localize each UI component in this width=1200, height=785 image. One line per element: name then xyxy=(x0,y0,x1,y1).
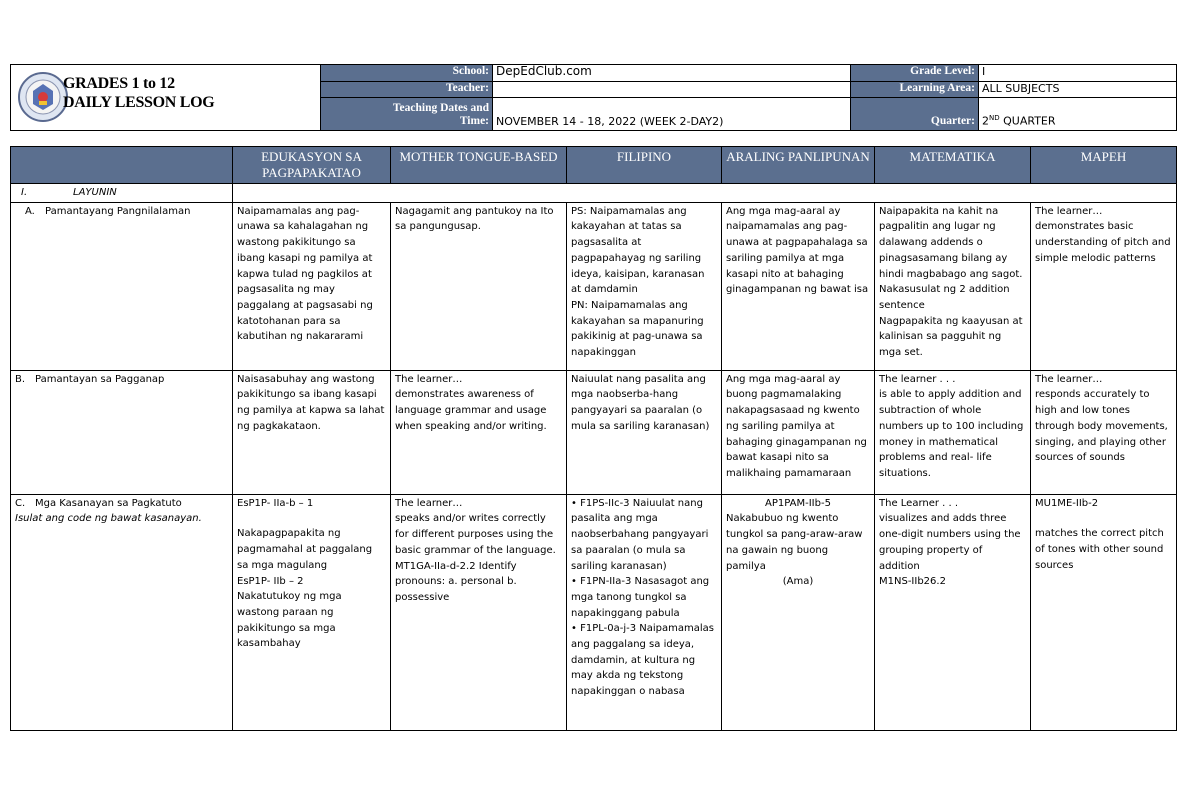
row-number-c: C. xyxy=(15,497,26,509)
teaching-dates-label xyxy=(321,98,493,131)
cell-c-filipino-3: • F1PL-0a-j-3 Naipamamalas ang paggalang sa ideya, damdamin, at kultura ng may akda ng tekstong napakinggan o nabasa xyxy=(571,623,714,698)
lesson-log-table xyxy=(10,146,1177,731)
row-number-b: B. xyxy=(15,373,26,385)
section-number-i: I. xyxy=(21,187,28,198)
cell-c-filipino-2: • F1PN-IIa-3 Nasasagot ang mga tanong tungkol sa napakinggang pabula xyxy=(571,576,710,619)
row-label-c-sub: Isulat ang code ng bawat kasanayan. xyxy=(15,513,202,525)
cell-c-math-1: The Learner . . . xyxy=(879,497,959,509)
quarter-number: 2 xyxy=(982,115,989,128)
cell-b-math-2: is able to apply addition and subtraction of whole numbers up to 100 including money in mathematical problems and real- life situations. xyxy=(879,389,1024,479)
teaching-dates-value: NOVEMBER 14 - 18, 2022 (WEEK 2-DAY2) xyxy=(493,98,851,131)
cell-a-esp: Naipamamalas ang pag-unawa sa kahalagahan ng wastong pakikitungo sa ibang kasapi ng pamilya at kapwa tulad ng pagkilos at pagsasalita ng may paggalang at pagsasabi ng katotohanan para sa kabutihan ng nakararami xyxy=(233,202,391,370)
cell-c-mtb xyxy=(391,494,567,730)
deped-seal-icon xyxy=(17,71,69,123)
cell-a-matematika xyxy=(875,202,1031,370)
col-header-matematika: MATEMATIKA xyxy=(875,147,1031,184)
cell-c-esp xyxy=(233,494,391,730)
cell-a-mapeh: The learner… demonstrates basic understanding of pitch and simple melodic patterns xyxy=(1031,202,1177,370)
row-number-a: A. xyxy=(25,205,35,217)
cell-a-filipino xyxy=(567,202,722,370)
cell-b-ap: Ang mga mag-aaral ay buong pagmamalaking nakapagsasaad ng kwento ng sariling pamilya at bahaging ginagampanan ng bawat kasapi nito sa malikhaing pamamaraan xyxy=(722,370,875,494)
cell-c-filipino-1: • F1PS-IIc-3 Naiuulat nang pasalita ang mga naobserbahang pangyayari sa paaralan (o mula sa sariling karanasan) xyxy=(571,497,709,572)
table-row-c xyxy=(11,494,1177,730)
cell-c-mapeh-text: matches the correct pitch of tones with other sound sources xyxy=(1035,528,1164,571)
cell-c-esp-code1: EsP1P- IIa-b – 1 xyxy=(237,497,314,509)
cell-b-mtb-1: The learner… xyxy=(395,373,463,385)
teacher-value xyxy=(493,82,851,98)
column-header-row xyxy=(11,147,1177,184)
cell-c-ap-sub: (Ama) xyxy=(782,576,814,588)
col-header-ap: ARALING PANLIPUNAN xyxy=(722,147,875,184)
cell-c-mtb-2: speaks and/or writes correctly for different purposes using the basic grammar of the language. MT1GA-IIa-d-2.2 Identify pronouns: a. personal b. possessive xyxy=(395,513,556,603)
cell-c-math-code: M1NS-IIb26.2 xyxy=(879,576,946,588)
quarter-suffix: ND xyxy=(989,114,1000,123)
cell-b-filipino: Naiuulat nang pasalita ang mga naobserba-hang pangyayari sa paaralan (o mula sa sariling karanasan) xyxy=(567,370,722,494)
col-header-mapeh: MAPEH xyxy=(1031,147,1177,184)
cell-c-matematika xyxy=(875,494,1031,730)
row-label-b xyxy=(11,370,233,494)
corner-header xyxy=(11,147,233,184)
cell-b-mapeh-2: responds accurately to high and low tones through body movements, singing, and playing other sources of sounds xyxy=(1035,389,1168,464)
quarter-value xyxy=(979,98,1177,131)
school-label: School: xyxy=(321,65,493,82)
cell-a-filipino-ps: PS: Naipamamalas ang kakayahan at tatas sa pagsasalita at pagpapahayag ng sariling ideya, kaisipan, karanasan at damdamin xyxy=(571,205,705,296)
section-row-blank xyxy=(233,184,1177,203)
cell-b-math-1: The learner . . . xyxy=(879,373,956,385)
page-title xyxy=(63,74,214,112)
quarter-label: Quarter: xyxy=(851,98,979,131)
cell-c-ap xyxy=(722,494,875,730)
cell-c-mtb-1: The learner… xyxy=(395,497,463,509)
row-text-b: Pamantayan sa Pagganap xyxy=(35,373,165,385)
grade-level-label: Grade Level: xyxy=(851,65,979,82)
row-label-a xyxy=(11,202,233,370)
section-row-layunin xyxy=(11,184,1177,203)
table-row-a xyxy=(11,202,1177,370)
grade-level-value: I xyxy=(979,65,1177,82)
cell-c-esp-text1: Nakapagpapakita ng pagmamahal at paggalang sa mga magulang xyxy=(237,528,373,571)
teacher-label: Teacher: xyxy=(321,82,493,98)
teaching-dates-label-line2: Time: xyxy=(459,115,489,127)
cell-a-filipino-pn: PN: Naipamamalas ang kakayahan sa mapanuring pakikinig at pag-unawa sa napakinggan xyxy=(571,299,704,359)
cell-b-mapeh xyxy=(1031,370,1177,494)
cell-b-matematika xyxy=(875,370,1031,494)
quarter-text: QUARTER xyxy=(999,115,1056,128)
cell-a-math-3: Nagpapakita ng kaayusan at kalinisan sa pagguhit ng mga set. xyxy=(879,315,1023,359)
col-header-esp: EDUKASYON SA PAGPAPAKATAO xyxy=(233,147,391,184)
header-table xyxy=(10,64,1177,131)
row-text-c: Mga Kasanayan sa Pagkatuto xyxy=(35,497,182,509)
cell-a-mtb: Nagagamit ang pantukoy na Ito sa pangungusap. xyxy=(391,202,567,370)
cell-c-math-2: visualizes and adds three one-digit numbers using the grouping property of addition xyxy=(879,513,1021,572)
col-header-filipino: FILIPINO xyxy=(567,147,722,184)
header-logo-cell xyxy=(11,65,321,131)
cell-a-ap: Ang mga mag-aaral ay naipamamalas ang pag-unawa at pagpapahalaga sa sariling pamilya at mga kasapi nito at bahaging ginagampanan ng bawat isa xyxy=(722,202,875,370)
cell-b-mapeh-1: The learner… xyxy=(1035,373,1103,385)
section-label-layunin xyxy=(11,184,233,203)
cell-c-mapeh xyxy=(1031,494,1177,730)
learning-area-label: Learning Area: xyxy=(851,82,979,98)
table-row-b xyxy=(11,370,1177,494)
section-text-layunin: LAYUNIN xyxy=(73,187,117,198)
school-value: DepEdClub.com xyxy=(493,65,851,82)
row-label-c-main xyxy=(15,496,228,512)
row-text-a: Pamantayang Pangnilalaman xyxy=(45,205,191,217)
cell-c-mapeh-code: MU1ME-IIb-2 xyxy=(1035,497,1099,509)
cell-c-ap-code: AP1PAM-IIb-5 xyxy=(765,497,831,509)
learning-area-value: ALL SUBJECTS xyxy=(979,82,1177,98)
row-label-c xyxy=(11,494,233,730)
cell-c-ap-text: Nakabubuo ng kwento tungkol sa pang-araw-araw na gawain ng buong pamilya xyxy=(726,513,863,572)
cell-b-esp: Naisasabuhay ang wastong pakikitungo sa ibang kasapi ng pamilya at kapwa sa lahat ng pagkakataon. xyxy=(233,370,391,494)
title-line-1: GRADES 1 to 12 xyxy=(63,75,175,92)
teaching-dates-label-line1: Teaching Dates and xyxy=(392,102,489,114)
cell-c-esp-text2: Nakatutukoy ng mga wastong paraan ng pakikitungo sa mga kasambahay xyxy=(237,591,342,650)
cell-c-filipino xyxy=(567,494,722,730)
title-line-2: DAILY LESSON LOG xyxy=(63,94,215,111)
cell-b-mtb xyxy=(391,370,567,494)
cell-a-math-2: Nakasusulat ng 2 addition sentence xyxy=(879,284,1010,311)
col-header-mtb: MOTHER TONGUE-BASED xyxy=(391,147,567,184)
cell-c-esp-code2: EsP1P- IIb – 2 xyxy=(237,575,304,587)
cell-a-math-1: Naipapakita na kahit na pagpalitin ang lugar ng dalawang addends o pinagsasamang bilang ay hindi magbabago ang sagot. xyxy=(879,205,1023,280)
cell-b-mtb-2: demonstrates awareness of language grammar and usage when speaking and/or writing. xyxy=(395,389,547,432)
